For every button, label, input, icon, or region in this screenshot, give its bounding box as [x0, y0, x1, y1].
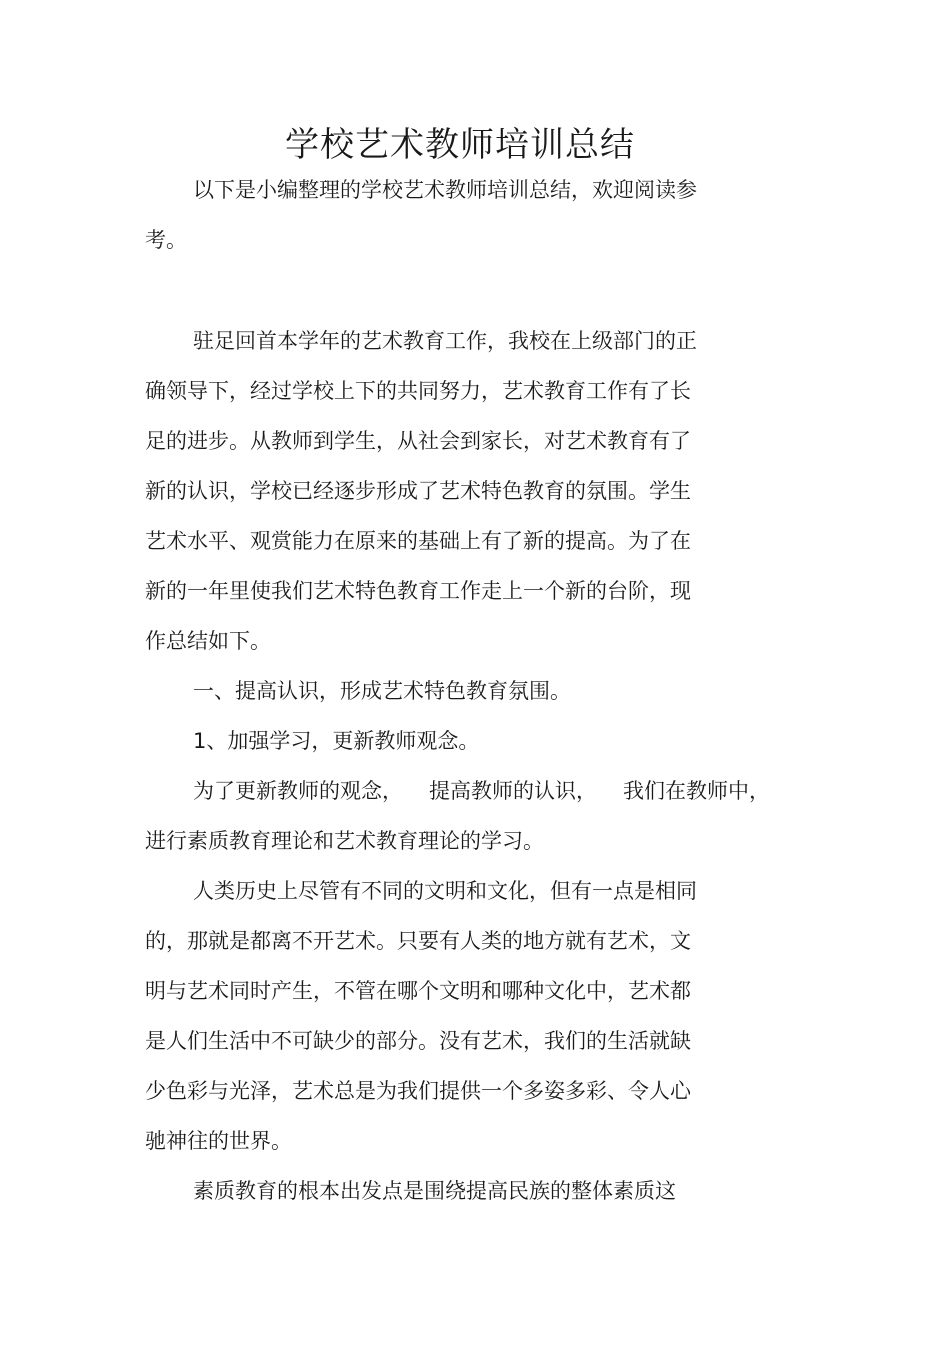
text-line: 明与艺术同时产生，不管在哪个文明和哪种文化中，艺术都	[145, 979, 691, 1003]
text-line: 艺术水平、观赏能力在原来的基础上有了新的提高。为了在	[145, 529, 691, 553]
text-line: 以下是小编整理的学校艺术教师培训总结，欢迎阅读参	[193, 178, 697, 202]
text-line: 是人们生活中不可缺少的部分。没有艺术，我们的生活就缺	[145, 1029, 691, 1053]
text-line: 进行素质教育理论和艺术教育理论的学习。	[145, 829, 544, 853]
text-line: 素质教育的根本出发点是围绕提高民族的整体素质这	[193, 1179, 676, 1203]
text-fragment: 为了更新教师的观念，	[193, 779, 403, 803]
text-line: 新的一年里使我们艺术特色教育工作走上一个新的台阶，现	[145, 579, 691, 603]
text-line	[145, 766, 795, 816]
text-line: 确领导下，经过学校上下的共同努力，艺术教育工作有了长	[145, 379, 691, 403]
text-line: 新的认识，学校已经逐步形成了艺术特色教育的氛围。学生	[145, 479, 691, 503]
subsection-heading: 1、加强学习，更新教师观念。	[193, 729, 480, 753]
text-fragment: 提高教师的认识，	[429, 779, 597, 803]
text-line: 人类历史上尽管有不同的文明和文化，但有一点是相同	[193, 879, 697, 903]
text-line: 驻足回首本学年的艺术教育工作，我校在上级部门的正	[193, 329, 697, 353]
text-line: 驰神往的世界。	[145, 1129, 292, 1153]
text-line: 足的进步。从教师到学生，从社会到家长，对艺术教育有了	[145, 429, 691, 453]
text-line: 作总结如下。	[145, 629, 271, 653]
paragraph-review	[145, 316, 795, 1216]
text-line: 少色彩与光泽，艺术总是为我们提供一个多姿多彩、令人心	[145, 1079, 691, 1103]
text-line: 的，那就是都离不开艺术。只要有人类的地方就有艺术，文	[145, 929, 691, 953]
text-fragment: 我们在教师中，	[623, 779, 770, 803]
section-heading: 一、提高认识，形成艺术特色教育氛围。	[193, 679, 571, 703]
document-title: 学校艺术教师培训总结	[285, 125, 635, 165]
intro-paragraph	[145, 165, 795, 265]
text-line: 考。	[145, 228, 187, 252]
